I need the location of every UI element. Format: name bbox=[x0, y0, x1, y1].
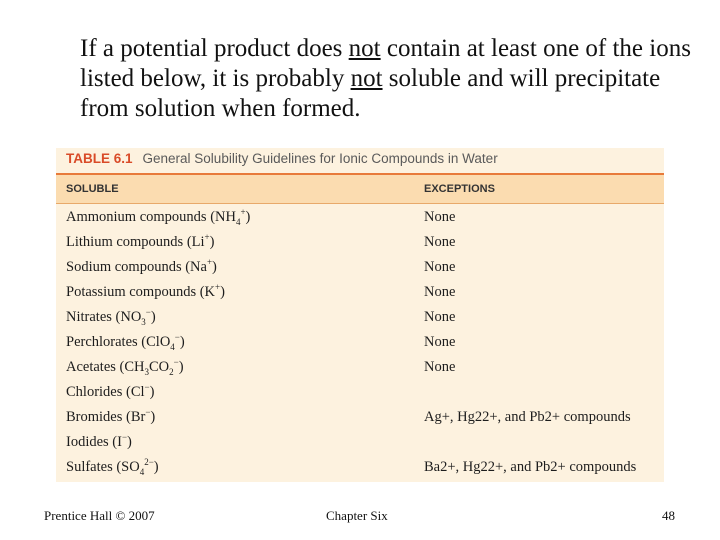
table-row bbox=[56, 281, 664, 306]
formula-text: Lithium compounds (Li bbox=[66, 234, 205, 250]
exception-cell: None bbox=[424, 234, 456, 250]
header-soluble: SOLUBLE bbox=[66, 183, 119, 195]
exception-cell: Ba2+, Hg22+, and Pb2+ compounds bbox=[424, 459, 637, 475]
formula-subscript: 4 bbox=[235, 216, 241, 227]
exception-cell: None bbox=[424, 284, 456, 300]
table-header bbox=[56, 175, 664, 203]
table-body bbox=[56, 206, 664, 481]
formula-charge: + bbox=[215, 282, 221, 293]
formula-charge: − bbox=[173, 357, 179, 368]
soluble-cell bbox=[66, 284, 225, 301]
soluble-cell bbox=[66, 434, 132, 451]
exception-cell: None bbox=[424, 309, 456, 325]
soluble-cell bbox=[66, 259, 217, 276]
formula-text: Nitrates (NO bbox=[66, 309, 142, 325]
table-row bbox=[56, 231, 664, 256]
formula-text: Potassium compounds (K bbox=[66, 284, 216, 300]
formula-subscript: 4 bbox=[170, 341, 175, 352]
intro-text-1: If a potential product does bbox=[80, 35, 349, 62]
formula-text: Chlorides (Cl bbox=[66, 384, 145, 400]
table-row bbox=[56, 306, 664, 331]
footer-chapter: Chapter Six bbox=[326, 508, 388, 523]
intro-text-3: soluble and will precipitate from solution when formed. bbox=[80, 65, 661, 122]
formula-subscript: 3 bbox=[141, 316, 146, 327]
table-row bbox=[56, 356, 664, 381]
formula-subscript: 4 bbox=[139, 466, 145, 477]
soluble-cell bbox=[66, 384, 154, 401]
soluble-cell bbox=[66, 309, 156, 326]
soluble-cell bbox=[66, 234, 214, 251]
table-title bbox=[66, 151, 498, 171]
exception-cell: None bbox=[424, 359, 456, 375]
formula-text: Ammonium compounds (NH bbox=[66, 209, 236, 225]
soluble-cell bbox=[66, 409, 155, 426]
formula-close: ) bbox=[209, 234, 215, 250]
formula-charge: − bbox=[121, 432, 128, 443]
formula-charge: − bbox=[145, 407, 151, 418]
table-row bbox=[56, 206, 664, 231]
soluble-cell bbox=[66, 334, 185, 351]
formula-close: ) bbox=[149, 384, 155, 400]
soluble-cell bbox=[66, 459, 159, 476]
formula-close: ) bbox=[127, 434, 132, 450]
formula-text: Bromides (Br bbox=[66, 409, 146, 425]
formula-close: ) bbox=[179, 334, 185, 350]
formula-charge: 2− bbox=[144, 457, 154, 468]
table-number: TABLE 6.1 bbox=[66, 151, 133, 166]
footer-page-number: 48 bbox=[662, 508, 675, 523]
footer-copyright: Prentice Hall © 2007 bbox=[44, 508, 155, 523]
formula-close: ) bbox=[220, 284, 225, 300]
formula-charge: − bbox=[144, 382, 150, 393]
formula-close: ) bbox=[245, 209, 251, 225]
formula-text: Acetates (CH bbox=[66, 359, 145, 375]
exception-cell: None bbox=[424, 209, 456, 225]
soluble-cell bbox=[66, 209, 250, 226]
formula-subscript: 3 bbox=[144, 366, 150, 377]
formula-text: Sulfates (SO bbox=[66, 459, 140, 475]
table-row bbox=[56, 381, 664, 406]
formula-charge: + bbox=[240, 207, 246, 218]
formula-text: Perchlorates (ClO bbox=[66, 334, 171, 350]
table-row bbox=[56, 431, 664, 456]
intro-paragraph bbox=[80, 34, 700, 124]
soluble-cell bbox=[66, 359, 184, 376]
formula-close: ) bbox=[150, 309, 156, 325]
table-row bbox=[56, 331, 664, 356]
formula-charge: − bbox=[174, 332, 180, 343]
formula-close: ) bbox=[150, 409, 156, 425]
formula-text: Iodides (I bbox=[66, 434, 122, 450]
formula-text: Sodium compounds (Na bbox=[66, 259, 207, 275]
table-row bbox=[56, 406, 664, 431]
formula-text: CO bbox=[149, 359, 170, 375]
intro-emphasis-not-1: not bbox=[348, 35, 381, 62]
formula-close: ) bbox=[153, 459, 159, 475]
formula-charge: + bbox=[206, 257, 213, 268]
formula-close: ) bbox=[212, 259, 217, 275]
intro-text-2: contain at least one of the ions listed below, it is probably bbox=[80, 35, 691, 92]
intro-emphasis-not-2: not bbox=[350, 65, 383, 92]
exception-cell: None bbox=[424, 259, 456, 275]
table-caption: General Solubility Guidelines for Ionic Compounds in Water bbox=[142, 151, 498, 166]
formula-close: ) bbox=[178, 359, 184, 375]
formula-charge: + bbox=[204, 232, 210, 243]
table-row bbox=[56, 256, 664, 281]
solubility-table bbox=[56, 148, 664, 482]
exception-cell: Ag+, Hg22+, and Pb2+ compounds bbox=[424, 409, 631, 425]
header-divider bbox=[56, 203, 664, 204]
table-row bbox=[56, 456, 664, 481]
formula-charge: − bbox=[145, 307, 151, 318]
header-exceptions: EXCEPTIONS bbox=[424, 183, 495, 195]
formula-subscript: 2 bbox=[169, 366, 174, 377]
exception-cell: None bbox=[424, 334, 456, 350]
